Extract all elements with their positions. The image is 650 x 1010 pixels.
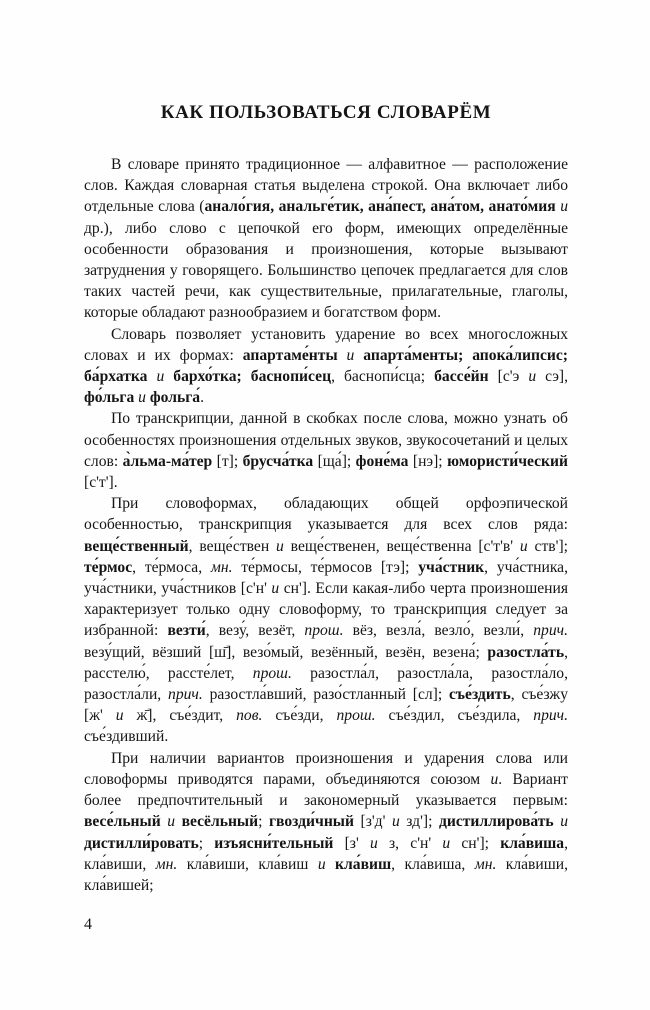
text-run: [ща́];: [313, 452, 356, 470]
paragraph: [84, 493, 568, 747]
paragraph: [84, 748, 568, 896]
text-run: , веще́ствен: [188, 537, 277, 555]
text-run: При наличии вариантов произношения и ударения слова или словоформы приводятся парами, объединяются союзом: [84, 749, 568, 788]
text-run: Словарь позволяет установить ударение во всех многосложных словах и их формах:: [84, 325, 568, 364]
text-run: кла́виши, кла́виш: [177, 855, 318, 873]
text-run: прич.: [533, 622, 568, 640]
text-run: разостла́ть: [487, 643, 565, 661]
text-run: и: [442, 834, 451, 852]
text-run: др.), либо слово с цепочкой его форм, имеющих определённые особенности образования и произношения, которые вызывают затруднения у говорящего. Большинство цепочек предлагается для слов таких частей речи, как существительные, прилагательные, глаголы, которые обладают разнообразием и богатством форм.: [84, 219, 568, 322]
text-run: ж̄], съе́здит,: [123, 707, 237, 725]
text-run: [т];: [212, 452, 243, 470]
text-run: . Вариант более предпочтительный и закономерный указывается первым:: [84, 770, 568, 810]
text-run: При словоформах, обладающих общей орфоэпической особенностью, транскрипция указывается для всех слов ряда:: [84, 495, 568, 534]
text-run: и: [519, 537, 528, 555]
text-run: съе́зди,: [262, 707, 337, 725]
text-run: зд'];: [399, 813, 439, 831]
text-run: вёз, везла́, везло́, везли́,: [343, 622, 534, 640]
text-run: мн.: [210, 558, 233, 576]
text-run: и: [370, 834, 378, 852]
text-run: и: [271, 580, 280, 598]
text-run: прич.: [533, 707, 568, 725]
text-run: фоне́ма: [355, 452, 409, 470]
text-run: разостла́л, разостла́ла, разостла́ло, разостла́ли,: [84, 664, 568, 704]
text-run: мн.: [474, 855, 497, 873]
text-run: брусча́тка: [242, 452, 314, 470]
text-run: кла́виша: [500, 834, 565, 852]
text-run: и: [346, 346, 355, 364]
text-run: [с'э: [488, 368, 529, 386]
text-run: уча́стник: [418, 558, 485, 576]
paragraph: [84, 154, 568, 324]
text-run: прош.: [336, 707, 376, 725]
text-run: , уча́стника, уча́стники, уча́стников [с'н': [84, 558, 568, 598]
text-run: кла́виш: [325, 855, 392, 873]
text-run: и: [317, 855, 326, 873]
text-run: апартаме́нты: [242, 346, 347, 364]
text-run: [з'д': [353, 813, 392, 831]
text-run: гвозди́чный: [268, 813, 354, 831]
text-run: По транскрипции, данной в скобках после слова, можно узнать об особенностях произношения отдельных звуков, звукосочетаний и целых слов:: [84, 410, 568, 470]
text-run: , съе́зжу [ж': [84, 686, 568, 725]
text-run: съе́здивший.: [84, 728, 169, 746]
text-run: везти́: [167, 622, 206, 640]
text-run: бархо́тка; баснопи́сец: [164, 368, 332, 386]
text-run: съе́здил, съе́здила,: [375, 707, 534, 725]
text-run: , везу́, везёт,: [205, 622, 305, 640]
text-run: , те́рмоса,: [132, 558, 211, 576]
text-run: , кла́виши,: [84, 834, 569, 873]
text-run: , баснопи́сца;: [331, 368, 435, 386]
text-run: прош.: [304, 622, 344, 640]
text-run: [нэ];: [408, 452, 448, 470]
text-run: прич.: [168, 686, 203, 704]
page-title: КАК ПОЛЬЗОВАТЬСЯ СЛОВАРЁМ: [160, 102, 492, 123]
text-run: веще́ственен, веще́ственна [с'т'в': [283, 537, 520, 555]
text-run: и: [276, 537, 284, 555]
text-block: [84, 102, 568, 896]
text-run: [з': [333, 834, 370, 852]
text-run: анало́гия, анальге́тик, ана́пест, ана́том, анато́мия: [204, 198, 556, 216]
text-run: пов.: [236, 707, 263, 725]
text-run: и: [156, 368, 165, 386]
text-run: ств'];: [527, 537, 568, 555]
text-run: з, с'н': [377, 834, 443, 852]
text-run: и: [138, 389, 146, 407]
paragraph: [84, 408, 568, 493]
text-run: мн.: [155, 855, 178, 873]
text-run: сэ],: [536, 368, 569, 386]
text-run: сн'];: [450, 834, 501, 852]
text-run: дистиллирова́ть: [438, 813, 561, 831]
text-run: сн']. Если какая-либо черта произношения характеризует только одну словоформу, то транскрипция следует за избранной:: [84, 580, 568, 640]
text-run: и: [560, 813, 569, 831]
text-run: дистилли́ровать: [84, 834, 199, 852]
text-run: разостла́вший, разо́стланный [сл];: [202, 686, 450, 704]
text-run: весе́льный: [84, 813, 168, 831]
text-run: кла́виши, кла́вишей;: [84, 855, 569, 894]
text-run: веще́ственный: [84, 537, 189, 555]
text-run: апарта́менты; апока́липсис; ба́рхатка: [84, 346, 568, 386]
text-run: , кла́виша,: [391, 855, 475, 873]
text-run: фольга́: [145, 389, 201, 407]
text-run: [с'т'].: [84, 474, 118, 492]
text-run: а̀льма-ма́тер: [122, 452, 213, 470]
text-run: .: [200, 389, 205, 407]
text-run: и: [391, 813, 400, 831]
text-run: те́рмосы, те́рмосов [тэ];: [232, 558, 419, 576]
text-run: прош.: [252, 664, 292, 682]
text-run: везу́щий, вёзший [ш̄], везо́мый, везённый, везён, везена́;: [84, 643, 488, 661]
page-number: 4: [84, 916, 92, 933]
text-run: весёльный: [175, 813, 259, 831]
text-run: и: [490, 770, 499, 788]
text-run: бассе́йн: [434, 368, 489, 386]
text-run: ;: [258, 813, 269, 831]
page-body: [84, 154, 568, 896]
text-run: и: [560, 198, 569, 216]
text-run: съе́здить: [449, 686, 511, 704]
text-run: , расстелю́, рассте́лет,: [84, 643, 568, 682]
text-run: юмористи́ческий: [447, 452, 568, 470]
text-run: и: [528, 368, 537, 386]
text-run: фо́льга: [84, 389, 139, 407]
text-run: изъясни́тельный: [214, 834, 334, 852]
text-run: и: [167, 813, 176, 831]
text-run: те́рмос: [84, 558, 133, 576]
text-run: В словаре принято традиционное — алфавитное — расположение слов. Каждая словарная статья выделена строкой. Она включает либо отдельные слова (: [84, 156, 568, 216]
paragraph: [84, 324, 568, 409]
text-run: ;: [198, 834, 215, 852]
text-run: и: [115, 707, 124, 725]
